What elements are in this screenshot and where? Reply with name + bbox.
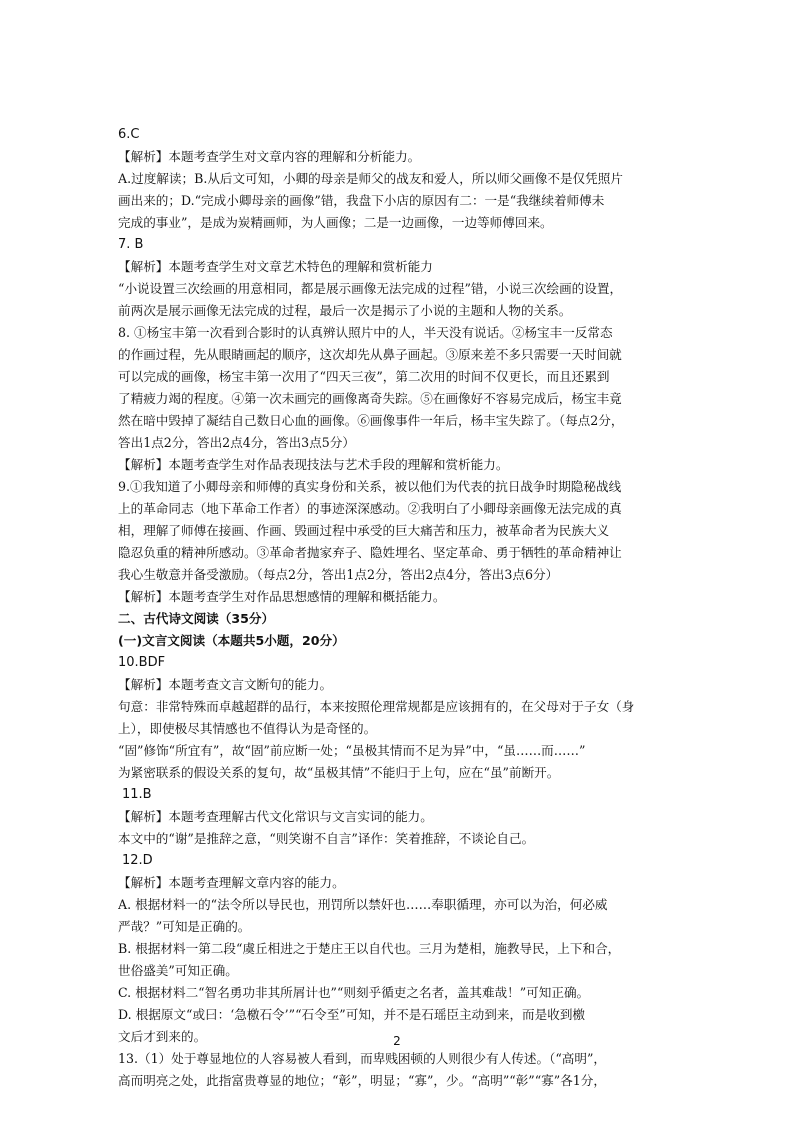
text-line: 我心生敬意并备受激励。（每点2分，答出1点2分，答出2点4分，答出3点6分） <box>118 567 559 582</box>
text-line: 世俗盛美”可知正确。 <box>118 963 238 978</box>
text-line: 相，理解了师傅在接画、作画、毁画过程中承受的巨大痛苦和压力，被革命者为民族大义 <box>118 523 610 538</box>
text-line: 上的革命同志（地下革命工作者）的事迹深深感动。②我明白了小卿母亲画像无法完成的真 <box>118 501 622 516</box>
text-line: 为紧密联系的假设关系的复句，故“虽极其情”不能归于上句，应在“虽”前断开。 <box>118 765 560 780</box>
document-body <box>118 124 678 1092</box>
answer-10: 10.BDF <box>118 655 166 670</box>
text-line: A.过度解读；B.从后文可知，小卿的母亲是师父的战友和爱人，所以师父画像不是仅凭照片 <box>118 171 623 186</box>
analysis-8: 【解析】本题考查学生对作品表现技法与艺术手段的理解和赏析能力。 <box>118 457 509 472</box>
text-line: 然在暗中毁掉了凝结自己数日心血的画像。⑥画像事件一年后，杨丰宝失踪了。（每点2分， <box>118 413 624 428</box>
text-line: 前两次是展示画像无法完成的过程，最后一次是揭示了小说的主题和人物的关系。 <box>118 303 572 318</box>
text-line: 上），即使极尽其情感也不值得认为是奇怪的。 <box>118 721 377 736</box>
text-line: 可以完成的画像，杨宝丰第一次用了“四天三夜”，第二次用的时间不仅更长，而且还累到 <box>118 369 610 384</box>
text-line: “固”修饰“所宜有”，故“固”前应断一处；“虽极其情而不足为异”中，“虽……而……” <box>118 743 586 758</box>
answer-7: 7. B <box>118 237 144 252</box>
analysis-12: 【解析】本题考查理解文章内容的能力。 <box>118 875 345 890</box>
answer-12: 12.D <box>122 853 153 868</box>
answer-13: 13.（1）处于尊显地位的人容易被人看到，而卑贱困顿的人则很少有人传述。（“高明”， <box>118 1051 606 1066</box>
text-line: 高而明亮之处，此指富贵尊显的地位；“彰”，明显；“寡”，少。“高明”“彰”“寡”各1分， <box>118 1073 606 1088</box>
text-line: “小说设置三次绘画的用意相同，都是展示画像无法完成的过程”错，小说三次绘画的设置， <box>118 281 623 296</box>
text-line: 句意：非常特殊而卓越超群的品行，本来按照伦理常规都是应该拥有的，在父母对于子女（身 <box>118 699 635 714</box>
analysis-6: 【解析】本题考查学生对文章内容的理解和分析能力。 <box>118 149 421 164</box>
analysis-10: 【解析】本题考查文言文断句的能力。 <box>118 677 333 692</box>
analysis-11: 【解析】本题考查理解古代文化常识与文言实词的能力。 <box>118 809 433 824</box>
text-line: 画出来的；D.“完成小卿母亲的画像”错，我盘下小店的原因有二：一是“我继续着师傅未 <box>118 193 605 208</box>
option-a: A. 根据材料一的“法令所以导民也，刑罚所以禁奸也……奉职循理，亦可以为治，何必威 <box>118 897 608 912</box>
analysis-9: 【解析】本题考查学生对作品思想感情的理解和概括能力。 <box>118 589 446 604</box>
answer-6: 6.C <box>118 127 140 142</box>
text-line: 的作画过程，先从眼睛画起的顺序，这次却先从鼻子画起。③原来差不多只需要一天时间就 <box>118 347 622 362</box>
answer-8: 8. ①杨宝丰第一次看到合影时的认真辨认照片中的人，半天没有说话。②杨宝丰一反常态 <box>118 325 613 340</box>
text-line: 本文中的“谢”是推辞之意，“则笑谢不自言”译作：笑着推辞，不谈论自己。 <box>118 831 535 846</box>
text-line: 答出1点2分，答出2点4分，答出3点5分） <box>118 435 355 450</box>
analysis-7: 【解析】本题考查学生对文章艺术特色的理解和赏析能力 <box>118 259 433 274</box>
section-heading: 二、古代诗文阅读（35分） <box>118 611 275 626</box>
answer-9: 9.①我知道了小卿母亲和师傅的真实身份和关系，被以他们为代表的抗日战争时期隐秘战线 <box>118 479 622 494</box>
text-line: 隐忍负重的精神所感动。③革命者抛家弃子、隐姓埋名、坚定革命、勇于牺牲的革命精神让 <box>118 545 622 560</box>
text-line: 文后才到来的。 <box>118 1029 207 1044</box>
text-line: 了精疲力竭的程度。④第一次未画完的画像离奇失踪。⑤在画像好不容易完成后，杨宝丰竟 <box>118 391 622 406</box>
text-line: 完成的事业”，是成为炭精画师，为人画像；二是一边画像，一边等师傅回来。 <box>118 215 553 230</box>
option-d: D. 根据原文“或曰：‘急檄石令’”“石令至”可知，并不是石瑶臣主动到来，而是收到檄 <box>118 1007 586 1022</box>
page-number: 2 <box>393 1034 401 1048</box>
option-b: B. 根据材料一第二段“虞丘相进之于楚庄王以自代也。三月为楚相，施教导民，上下和合， <box>118 941 621 956</box>
text-line: 严哉？”可知是正确的。 <box>118 919 251 934</box>
option-c: C. 根据材料二“智名勇功非其所屑计也”“则刻乎循吏之名者，盖其难哉！”可知正确。 <box>118 985 590 1000</box>
answer-11: 11.B <box>122 787 152 802</box>
subsection-heading: (一)文言文阅读（本题共5小题，20分） <box>118 633 345 648</box>
